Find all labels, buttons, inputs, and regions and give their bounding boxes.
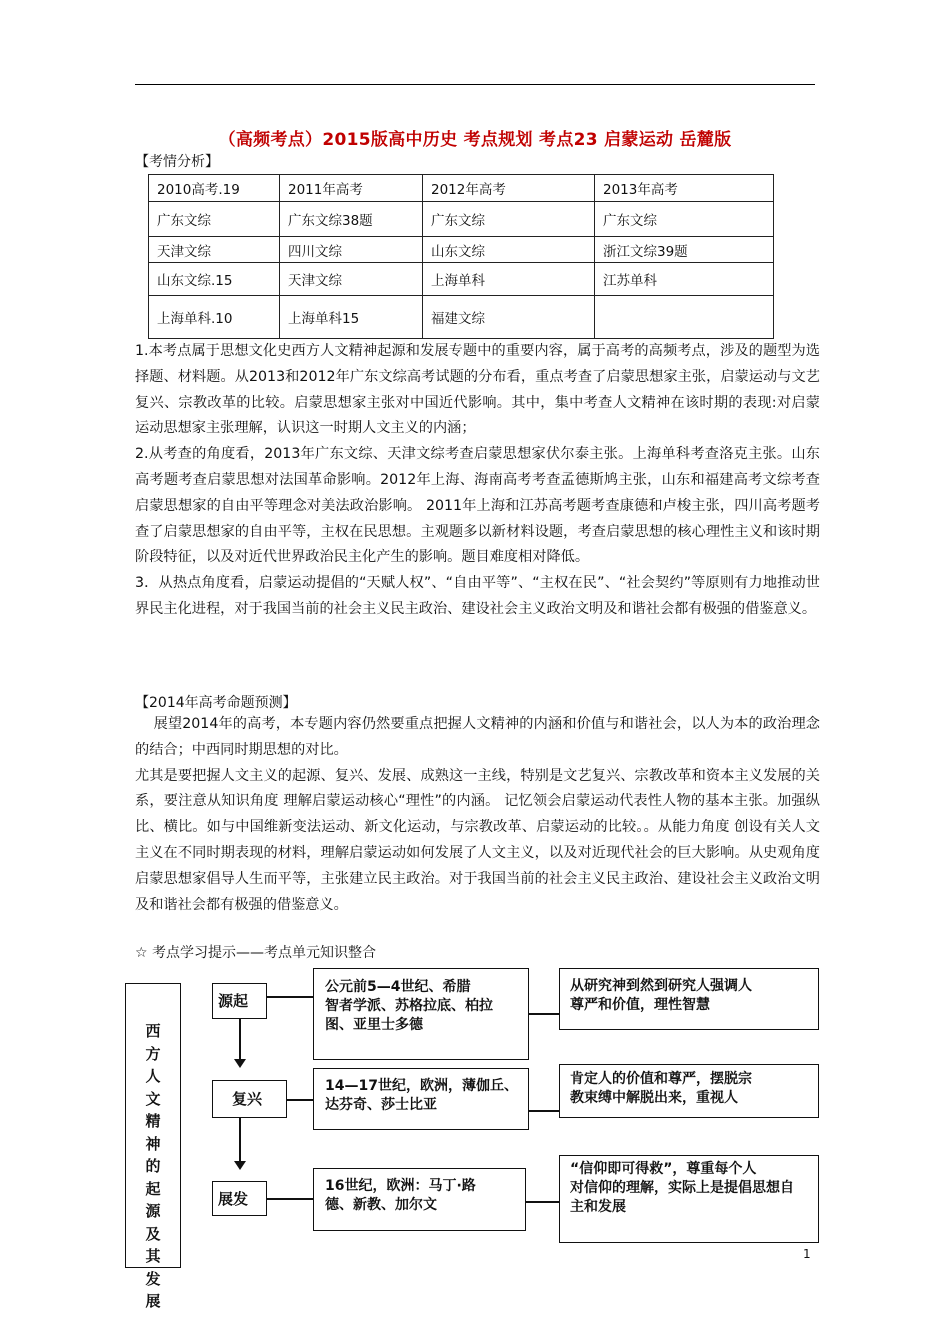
stage-info-origin (325, 978, 493, 1035)
title-char: 发 (145, 1269, 161, 1288)
tip-line: ☆ 考点学习提示——考点单元知识整合 (135, 945, 377, 961)
connector-line (287, 1099, 313, 1101)
stage-label-development: 展发 (218, 1190, 249, 1208)
arrow-shaft (239, 1118, 241, 1163)
forecast-paragraph-2: 尤其是要把握人文主义的起源、复兴、发展、成熟这一主线，特别是文艺复兴、宗教改革和资本主义发展的关系，要注意从知识角度 理解启蒙运动核心“理性”的内涵。 记忆领会启蒙运动代表性人物的基本主张。加强纵比、横比。如与中国维新变法运动、新文化运动，与宗教改革、启蒙运动的比较。。从能力角度 创设有关人文主义在不同时期表现的材料，理解启蒙运动如何发展了人文主义，以及对近现代社会的巨大影响。从史观角度 启蒙思想家倡导人生而平等，主张建立民主政治。对于我国当前的社会主义民主政治、建设社会主义政治文明及和谐社会都有极强的借鉴意义。 (135, 767, 820, 913)
stage-info-development (325, 1177, 476, 1215)
analysis-text (135, 339, 820, 623)
table-cell: 天津文综 (149, 237, 280, 263)
stage-feature-origin (570, 977, 752, 1015)
table-cell (595, 296, 774, 339)
table-cell: 上海单科 (423, 263, 595, 296)
stage-label-origin: 源起 (218, 992, 249, 1010)
section-analysis-heading: 【考情分析】 (135, 154, 219, 170)
feature-line: 尊严和价值，理性智慧 (570, 997, 710, 1013)
diagram-vertical-title (133, 1020, 173, 1313)
section-forecast-heading: 【2014年高考命题预测】 (135, 695, 297, 711)
table-row (149, 296, 774, 339)
info-line: 公元前5—4世纪、希腊 (325, 979, 471, 995)
table-cell: 广东文综 (149, 202, 280, 237)
table-cell: 山东文综.15 (149, 263, 280, 296)
feature-line: 从研究神到然到研究人强调人 (570, 978, 752, 994)
table-row (149, 202, 774, 237)
header-rule (135, 84, 815, 85)
feature-line: 教束缚中解脱出来，重视人 (570, 1090, 738, 1106)
info-line: 图、亚里士多德 (325, 1017, 423, 1033)
title-char: 神 (145, 1134, 161, 1153)
forecast-text (135, 712, 820, 918)
down-arrow-icon (234, 1161, 246, 1170)
table-row (149, 175, 774, 202)
title-char: 展 (145, 1292, 161, 1310)
forecast-paragraph-1: 展望2014年的高考，本专题内容仍然要重点把握人文精神的内涵和价值与和谐社会，以人为本的政治理念的结合；中西同时期思想的对比。 (135, 716, 820, 758)
table-cell: 浙江文综39题 (595, 237, 774, 263)
table-cell: 2013年高考 (595, 175, 774, 202)
table-cell: 2012年高考 (423, 175, 595, 202)
title-char: 及 (145, 1224, 161, 1243)
table-cell: 上海单科15 (280, 296, 423, 339)
table-cell: 上海单科.10 (149, 296, 280, 339)
table-cell: 四川文综 (280, 237, 423, 263)
stage-label-revival: 复兴 (232, 1090, 263, 1108)
feature-line: 肯定人的价值和尊严，摆脱宗 (570, 1071, 752, 1087)
table-cell: 广东文综 (423, 202, 595, 237)
info-line: 智者学派、苏格拉底、柏拉 (325, 998, 493, 1014)
table-row (149, 263, 774, 296)
title-char: 文 (145, 1089, 161, 1108)
connector-line (267, 996, 313, 998)
analysis-paragraph-1: 1.本考点属于思想文化史西方人文精神起源和发展专题中的重要内容，属于高考的高频考点，涉及的题型为选择题、材料题。从2013和2012年广东文综高考试题的分布看，重点考查了启蒙思想家主张，启蒙运动与文艺复兴、宗教改革的比较。启蒙思想家主张对中国近代影响。其中，集中考查人文精神在该时期的表现:对启蒙运动思想家主张理解，认识这一时期人文主义的内涵； (135, 343, 820, 437)
table-cell: 2010高考.19 (149, 175, 280, 202)
feature-line: 主和发展 (570, 1199, 626, 1215)
title-char: 其 (145, 1247, 161, 1265)
feature-line: 对信仰的理解，实际上是提倡思想自 (570, 1180, 794, 1196)
table-cell: 天津文综 (280, 263, 423, 296)
info-line: 16世纪，欧洲：马丁·路 (325, 1178, 476, 1194)
title-char: 精 (145, 1112, 161, 1130)
page-number: 1 (803, 1247, 811, 1261)
info-line: 达芬奇、莎士比亚 (325, 1097, 437, 1113)
info-line: 德、新教、加尔文 (325, 1197, 437, 1213)
title-char: 西 (145, 1022, 161, 1040)
connector-line (529, 1013, 559, 1015)
down-arrow-icon (234, 1059, 246, 1068)
table-cell: 2011年高考 (280, 175, 423, 202)
table-cell: 山东文综 (423, 237, 595, 263)
title-char: 起 (145, 1179, 161, 1198)
title-char: 方 (145, 1044, 161, 1063)
info-line: 14—17世纪，欧洲，薄伽丘、 (325, 1078, 518, 1094)
analysis-paragraph-2: 2.从考查的角度看，2013年广东文综、天津文综考查启蒙思想家伏尔泰主张。上海单科考查洛克主张。山东高考题考查启蒙思想对法国革命影响。2012年上海、海南高考考查孟德斯鸠主张，山东和福建高考文综考查启蒙思想家的自由平等理念对美法政治影响。 2011年上海和江苏高考题考查康德和卢梭主张，四川高考题考查了启蒙思想家的自由平等，主权在民思想。主观题多以新材料设题，考查启蒙思想的核心理性主义和该时期阶段特征，以及对近代世界政治民主化产生的影响。题目难度相对降低。 (135, 446, 820, 566)
title-char: 源 (145, 1202, 161, 1220)
stage-feature-revival (570, 1070, 752, 1108)
table-cell: 江苏单科 (595, 263, 774, 296)
table-cell: 广东文综38题 (280, 202, 423, 237)
stage-feature-development (570, 1160, 794, 1217)
analysis-paragraph-3: 3．从热点角度看，启蒙运动提倡的“天赋人权”、“自由平等”、“主权在民”、“社会契约”等原则有力地推动世界民主化进程，对于我国当前的社会主义民主政治、建设社会主义政治文明及和谐社会都有极强的借鉴意义。 (135, 575, 820, 617)
title-char: 人 (145, 1067, 161, 1085)
arrow-shaft (239, 1019, 241, 1061)
exam-table (148, 174, 774, 339)
feature-line: “信仰即可得救”，尊重每个人 (570, 1161, 757, 1177)
connector-line (267, 1198, 313, 1200)
table-cell: 福建文综 (423, 296, 595, 339)
table-row (149, 237, 774, 263)
table-cell: 广东文综 (595, 202, 774, 237)
stage-info-revival (325, 1077, 518, 1115)
title-char: 的 (145, 1157, 161, 1175)
document-title: （高频考点）2015版高中历史 考点规划 考点23 启蒙运动 岳麓版 (218, 130, 732, 150)
